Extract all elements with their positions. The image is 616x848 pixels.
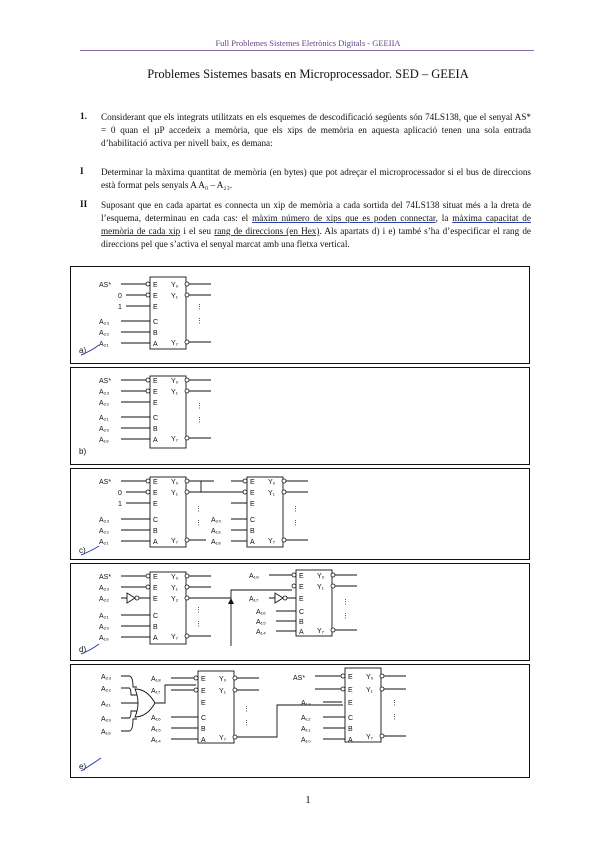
pin-y0: Y₀ xyxy=(219,676,227,683)
output-dots: ⋮ xyxy=(243,720,250,727)
pin-e: E xyxy=(153,501,158,508)
pin-y7: Y₇ xyxy=(317,628,325,635)
input-label: A₂₀ xyxy=(101,716,112,723)
input-label: A₁₉ xyxy=(99,437,109,444)
input-label: A₁₉ xyxy=(99,635,109,642)
pin-e: E xyxy=(153,378,158,385)
pin-a: A xyxy=(153,341,158,348)
input-label: A₁₈ xyxy=(249,573,259,580)
pin-c: C xyxy=(153,415,159,422)
pin-b: B xyxy=(153,528,158,535)
pin-e: E xyxy=(153,479,158,486)
input-label: A₁₁ xyxy=(301,726,311,733)
inverter-d1 xyxy=(127,593,135,603)
input-label: A₁₉ xyxy=(211,528,221,535)
pin-y1: Y₁ xyxy=(268,490,276,497)
diagram-c-svg xyxy=(71,469,529,559)
input-label: A₂₃ xyxy=(101,674,112,681)
output-dots: ⋮ xyxy=(196,417,203,424)
diagram-tag: e) xyxy=(79,762,87,771)
pin-y7: Y₇ xyxy=(171,634,179,641)
output-dots: ⋮ xyxy=(292,506,299,513)
input-label: A₂₁ xyxy=(99,341,109,348)
diagram-tag: a) xyxy=(79,346,87,355)
pin-a: A xyxy=(153,539,158,546)
decoder-chip-c2 xyxy=(247,477,283,547)
output-dots: ⋮ xyxy=(195,520,202,527)
diagram-tag: b) xyxy=(79,447,87,456)
input-label: A₁₆ xyxy=(256,609,266,616)
decoder-chip-c1 xyxy=(150,477,186,547)
output-dots: ⋮ xyxy=(342,613,349,620)
pin-y7: Y₇ xyxy=(171,436,179,443)
pin-e: E xyxy=(153,282,158,289)
input-label: AS* xyxy=(293,675,306,682)
part-ii-underline-2: màxima capacitat de memòria de cada xip xyxy=(101,213,531,236)
part-ii-text-1: Suposant que en cada apartat es connecta un xip de memòria a cada sortida del 74LS138 situat més a la dreta de l’esquema, determinau en cada cas: el xyxy=(101,200,531,223)
input-label: AS* xyxy=(99,378,112,385)
pin-a: A xyxy=(299,629,304,636)
pin-y0: Y₀ xyxy=(268,479,276,486)
pin-e: E xyxy=(153,585,158,592)
pin-e: E xyxy=(348,674,353,681)
pin-e: E xyxy=(250,501,255,508)
input-label: A₁₄ xyxy=(256,629,266,636)
pin-y1: Y₁ xyxy=(171,293,179,300)
output-dots: ⋮ xyxy=(195,607,202,614)
pin-y2: Y₂ xyxy=(171,596,179,603)
diagram-a-frame xyxy=(70,266,530,364)
pin-e: E xyxy=(153,574,158,581)
input-label: A₂₃ xyxy=(99,517,110,524)
pin-b: B xyxy=(153,624,158,631)
output-dots: ⋮ xyxy=(195,621,202,628)
pin-a: A xyxy=(250,539,255,546)
input-label: A₂₂ xyxy=(99,330,110,337)
input-label: A₂₁ xyxy=(99,613,109,620)
pin-y1: Y₁ xyxy=(171,585,179,592)
pin-a: A xyxy=(201,737,206,744)
pin-y7: Y₇ xyxy=(268,538,276,545)
pin-c: C xyxy=(153,319,159,326)
pin-y0: Y₀ xyxy=(317,573,325,580)
input-label: A₂₃ xyxy=(99,319,110,326)
pin-e: E xyxy=(153,596,158,603)
diagram-c-frame xyxy=(70,468,530,560)
pin-y1: Y₁ xyxy=(219,688,227,695)
pin-b: B xyxy=(153,330,158,337)
input-label: A₂₁ xyxy=(99,415,109,422)
pin-y1: Y₁ xyxy=(171,490,179,497)
pin-y1: Y₁ xyxy=(366,687,374,694)
input-label: A₁₇ xyxy=(249,596,259,603)
diagram-a-svg xyxy=(71,267,529,363)
part-ii-underline-3: rang de direccions (en Hex) xyxy=(214,226,320,236)
inverter-d2 xyxy=(275,593,283,603)
page-number: 1 xyxy=(305,794,311,806)
pin-b: B xyxy=(348,726,353,733)
input-label: A₁₇ xyxy=(151,688,161,695)
input-label: A₂₀ xyxy=(99,624,110,631)
part-ii-underline-1: màxim número de xips que es poden connectar xyxy=(252,213,436,223)
pin-c: C xyxy=(299,609,305,616)
pin-b: B xyxy=(299,619,304,626)
diagram-d-svg xyxy=(71,564,529,660)
output-dots: ⋮ xyxy=(196,318,203,325)
pin-c: C xyxy=(348,715,354,722)
pin-b: B xyxy=(153,426,158,433)
pin-e: E xyxy=(153,304,158,311)
input-label: 0 xyxy=(118,490,122,497)
input-label: A₂₀ xyxy=(99,426,110,433)
pin-y1: Y₁ xyxy=(317,584,325,591)
problem-statement: Considerant que els integrats utilitzats en els esquemes de descodificació següents són 74LS138, que el senyal AS* = 0 quan el µP accedeix a memòria, que els xips de memòria en aquesta aplicació tenen una sola entrada d’habilitació activa per nivell baix, es demana: xyxy=(101,112,531,148)
pin-a: A xyxy=(348,737,353,744)
part-i-range: A₀ – A₂₃. xyxy=(198,180,233,190)
input-label: AS* xyxy=(99,574,112,581)
part-ii-text xyxy=(101,199,531,251)
pin-e: E xyxy=(153,293,158,300)
chip-a-inputs xyxy=(99,282,122,348)
input-label: AS* xyxy=(99,282,112,289)
diagram-b-frame xyxy=(70,367,530,465)
input-label: 1 xyxy=(118,501,122,508)
input-label: A₁₆ xyxy=(151,715,161,722)
input-label: A₁₂ xyxy=(301,715,311,722)
input-label: A₁₅ xyxy=(151,726,161,733)
input-label: 1 xyxy=(118,304,122,311)
header-divider xyxy=(80,50,534,51)
output-dots: ⋮ xyxy=(292,520,299,527)
part-ii-text-4: . Als apartats d) i e) també s’ha d’especificar el rang de direccions pel que s’activa el senyal marcat amb una fletxa vertical. xyxy=(101,226,531,249)
input-label: AS* xyxy=(99,479,112,486)
output-dots: ⋮ xyxy=(196,304,203,311)
diagram-b-svg xyxy=(71,368,529,464)
pin-y7: Y₇ xyxy=(171,538,179,545)
pin-y7: Y₇ xyxy=(366,734,374,741)
pin-e: E xyxy=(250,490,255,497)
pin-e: E xyxy=(201,676,206,683)
pin-e: E xyxy=(201,688,206,695)
part-i-text xyxy=(101,166,531,192)
pin-a: A xyxy=(153,437,158,444)
input-label: A₂₃ xyxy=(99,585,110,592)
pin-c: C xyxy=(201,715,207,722)
output-dots: ⋮ xyxy=(391,714,398,721)
input-label: A₂₁ xyxy=(99,539,109,546)
pin-e: E xyxy=(153,400,158,407)
decoder-chip-d1 xyxy=(150,572,186,644)
pin-c: C xyxy=(153,517,159,524)
pin-e: E xyxy=(153,389,158,396)
pin-e: E xyxy=(250,479,255,486)
pin-c: C xyxy=(153,613,159,620)
output-dots: ⋮ xyxy=(196,403,203,410)
pin-b: B xyxy=(201,726,206,733)
part-i-body: Determinar la màxima quantitat de memòria (en bytes) que pot adreçar el microprocessador si el bus de direccions està format pels senyals A xyxy=(101,167,531,190)
diagram-e-svg xyxy=(71,665,529,777)
input-label: A₂₂ xyxy=(101,686,112,693)
input-label: A₂₂ xyxy=(99,400,110,407)
pin-y7: Y₇ xyxy=(171,340,179,347)
diagram-d-frame xyxy=(70,563,530,661)
diagram-tag: c) xyxy=(79,546,86,555)
input-label: A₁₉ xyxy=(101,729,111,736)
output-dots: ⋮ xyxy=(243,706,250,713)
part-ii-text-3: i el seu xyxy=(180,226,215,236)
pin-e: E xyxy=(299,584,304,591)
pin-y7: Y₇ xyxy=(219,735,227,742)
input-label: 0 xyxy=(118,293,122,300)
pin-e: E xyxy=(201,700,206,707)
input-label: A₁₅ xyxy=(256,619,266,626)
output-dots: ⋮ xyxy=(342,599,349,606)
part-ii-text-2: , la xyxy=(435,213,453,223)
input-label: A₂₀ xyxy=(211,517,222,524)
pin-y0: Y₀ xyxy=(171,574,179,581)
diagram-e-frame xyxy=(70,664,530,778)
input-label: A₂₃ xyxy=(99,389,110,396)
part-i-label: I xyxy=(80,166,84,176)
input-label: A₁₈ xyxy=(151,676,161,683)
pin-e: E xyxy=(348,687,353,694)
pin-y1: Y₁ xyxy=(171,389,179,396)
input-label: A₁₀ xyxy=(301,737,311,744)
part-ii-label: II xyxy=(80,199,88,209)
page-header: Full Problemes Sistemes Eletrònics Digitals - GEEIIA xyxy=(215,38,401,48)
pin-y0: Y₀ xyxy=(171,378,179,385)
pin-e: E xyxy=(153,490,158,497)
pin-y0: Y₀ xyxy=(366,674,374,681)
output-dots: ⋮ xyxy=(391,700,398,707)
pin-y0: Y₀ xyxy=(171,282,179,289)
input-label: A₁₈ xyxy=(211,539,221,546)
page-title: Problemes Sistemes basats en Microprocessador. SED – GEEIA xyxy=(147,67,469,81)
pin-c: C xyxy=(250,517,256,524)
pin-b: B xyxy=(250,528,255,535)
problem-number: 1. xyxy=(80,111,87,121)
pin-e: E xyxy=(348,700,353,707)
pin-e: E xyxy=(299,573,304,580)
pin-e: E xyxy=(299,596,304,603)
pin-a: A xyxy=(153,635,158,642)
pin-y0: Y₀ xyxy=(171,479,179,486)
output-dots: ⋮ xyxy=(195,506,202,513)
input-label: A₁₄ xyxy=(151,737,161,744)
input-label: A₂₂ xyxy=(99,528,110,535)
input-label: A₂₁ xyxy=(101,701,111,708)
input-label: A₁₃ xyxy=(301,700,311,707)
input-label: A₂₂ xyxy=(99,596,110,603)
diagram-tag: d) xyxy=(79,645,87,654)
